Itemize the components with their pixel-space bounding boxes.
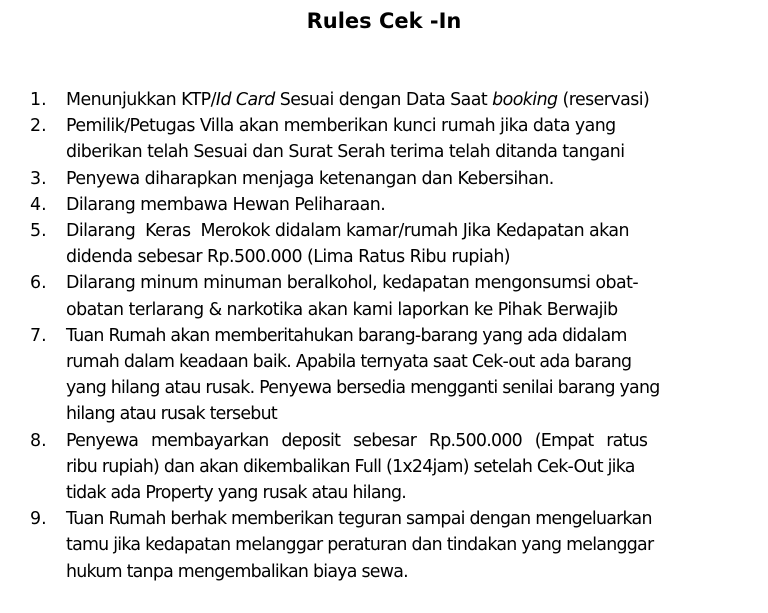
rule-number: 1. [30, 90, 47, 110]
rule-text-line: Tuan Rumah berhak memberikan teguran sampai dengan mengeluarkan [66, 509, 652, 530]
rule-number: 8. [30, 430, 47, 451]
rule-text-italic-segment: booking [492, 90, 558, 110]
rule-text-line: Dilarang minum minuman beralkohol, kedapatan mengonsumsi obat- [66, 273, 639, 294]
rule-item-7 [0, 323, 768, 428]
document-title: Rules Cek -In [306, 9, 462, 33]
rule-text-line: Pemilik/Petugas Villa akan memberikan kunci rumah jika data yang [66, 116, 616, 137]
rule-text-line: Penyewa diharapkan menjaga ketenangan dan Kebersihan. [66, 168, 554, 189]
rule-number: 5. [30, 221, 47, 242]
rule-text-line: ribu rupiah) dan akan dikembalikan Full (1x24jam) setelah Cek-Out jika [66, 456, 635, 477]
rule-number: 6. [30, 273, 47, 294]
rule-text-line [66, 87, 728, 113]
rule-text-segment: Sesuai dengan Data Saat [274, 90, 493, 110]
rule-item-8 [0, 428, 768, 507]
rule-text-line: hilang atau rusak tersebut [66, 404, 277, 425]
rule-text-italic-segment: Id Card [215, 90, 275, 110]
rule-text-segment: (reservasi) [557, 90, 650, 110]
rule-item-9 [0, 506, 768, 585]
rule-text-line: didenda sebesar Rp.500.000 (Lima Ratus Ribu rupiah) [66, 247, 511, 268]
rule-number: 9. [30, 509, 47, 530]
rule-text-line: hukum tanpa mengembalikan biaya sewa. [66, 561, 408, 582]
rule-number: 3. [30, 168, 47, 189]
rule-text-line: Dilarang membawa Hewan Peliharaan. [66, 194, 386, 215]
rule-item-5 [0, 218, 768, 270]
rule-text-line: tamu jika kedapatan melanggar peraturan dan tindakan yang melanggar [66, 535, 654, 556]
rule-number: 2. [30, 116, 47, 137]
rule-item-6 [0, 270, 768, 322]
rules-list [0, 87, 768, 585]
rule-text-line: Dilarang Keras Merokok didalam kamar/rumah Jika Kedapatan akan [66, 221, 629, 242]
rule-text-line: Tuan Rumah akan memberitahukan barang-barang yang ada didalam [66, 325, 627, 346]
rule-item-4 [0, 192, 768, 218]
rule-text-line: rumah dalam keadaan baik. Apabila ternyata saat Cek-out ada barang [66, 352, 632, 373]
rule-number: 4. [30, 194, 47, 215]
rule-item-3 [0, 166, 768, 192]
rule-text-line: Penyewa membayarkan deposit sebesar Rp.500.000 (Empat ratus [66, 430, 648, 451]
rule-text-segment: Menunjukkan KTP/ [66, 90, 216, 110]
rule-item-1 [0, 87, 768, 113]
rule-item-2 [0, 113, 768, 165]
rule-text-line: yang hilang atau rusak. Penyewa bersedia mengganti senilai barang yang [66, 378, 660, 399]
rule-number: 7. [30, 325, 47, 346]
rule-text-line: obatan terlarang & narkotika akan kami laporkan ke Pihak Berwajib [66, 299, 618, 320]
rule-text-line: tidak ada Property yang rusak atau hilang. [66, 483, 407, 504]
rule-text-line: diberikan telah Sesuai dan Surat Serah terima telah ditanda tangani [66, 142, 625, 163]
